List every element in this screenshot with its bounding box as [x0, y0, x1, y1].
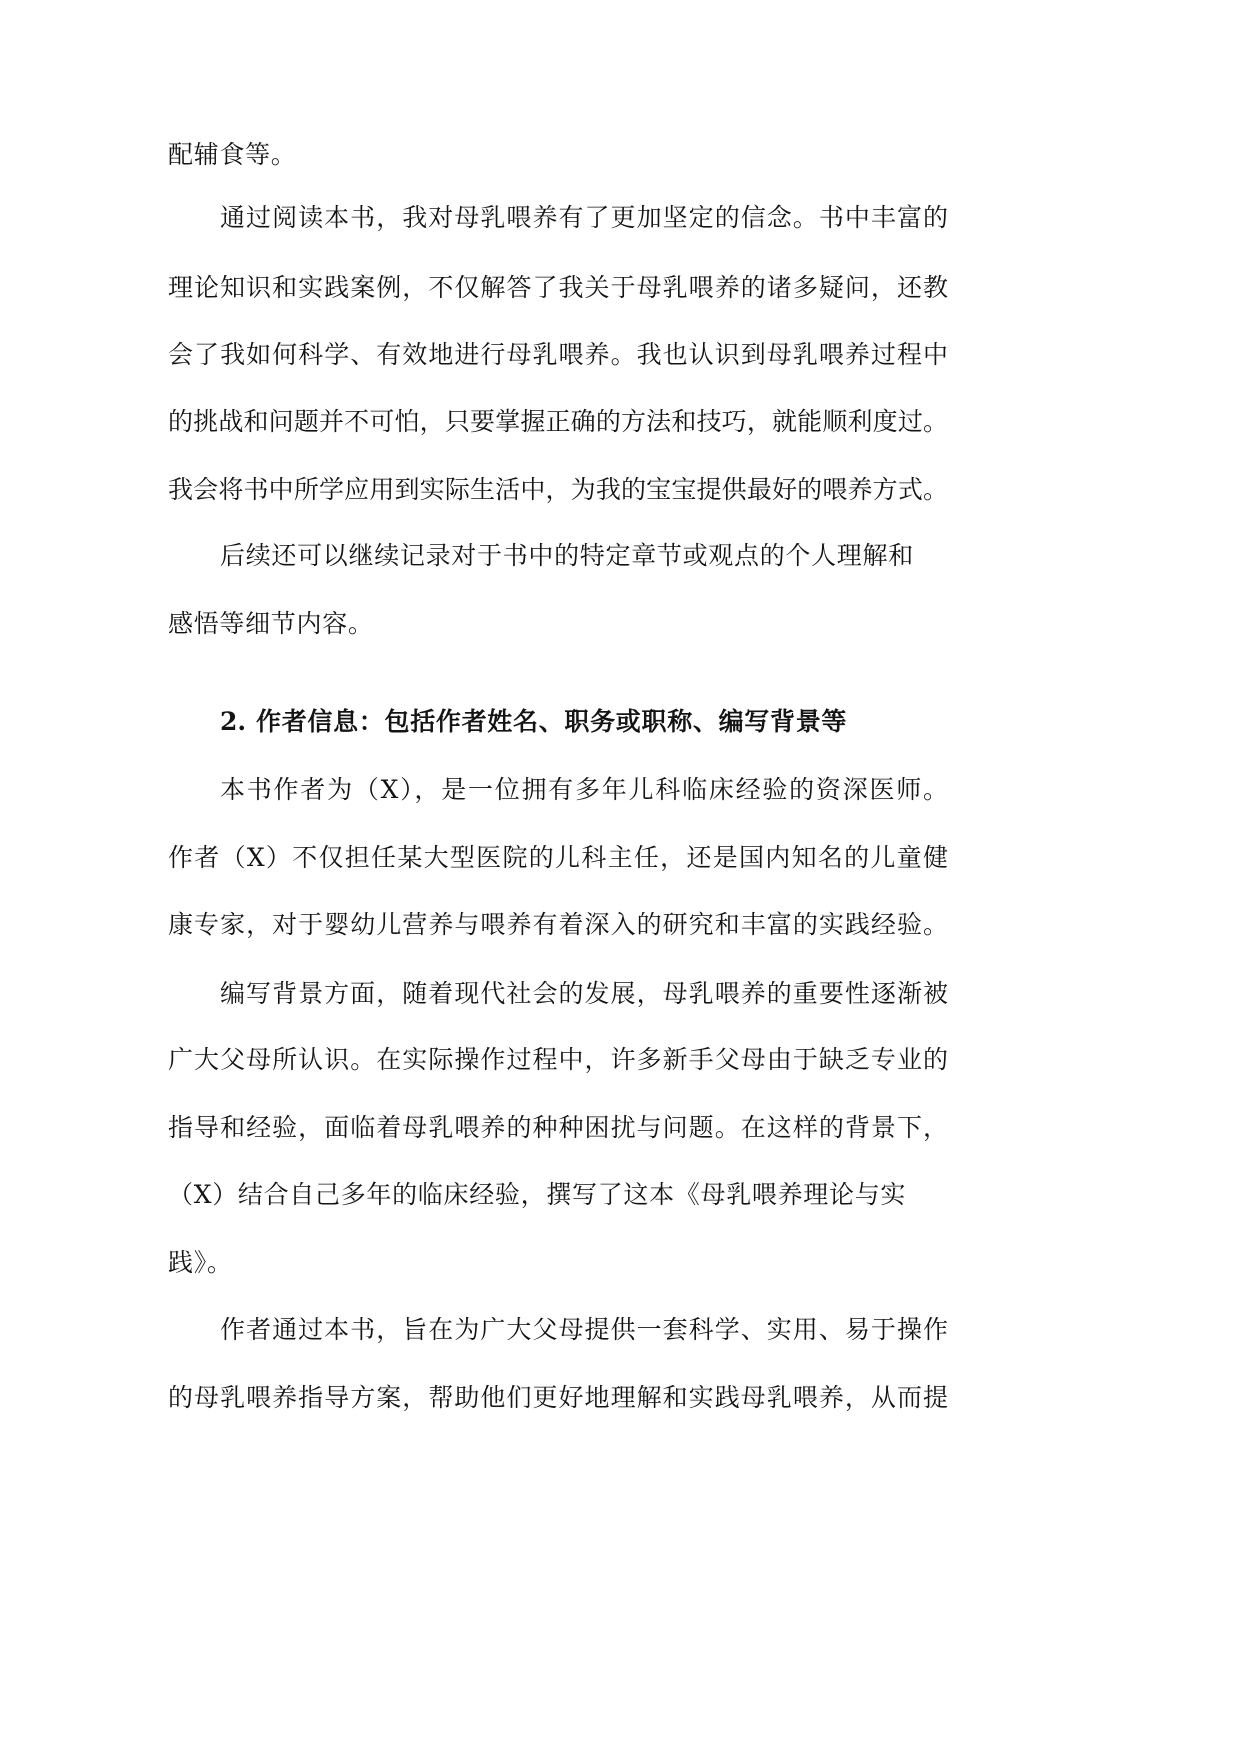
section-number: 2.	[220, 707, 247, 736]
text-line: 践》。	[168, 1248, 233, 1277]
text-line: 本书作者为（X），是一位拥有多年儿科临床经验的资深医师。	[220, 775, 948, 804]
text-line: 感悟等细节内容。	[168, 609, 374, 638]
text-line: 康专家，对于婴幼儿营养与喂养有着深入的研究和丰富的实践经验。	[168, 910, 948, 939]
text-line: 理论知识和实践案例，不仅解答了我关于母乳喂养的诸多疑问，还教	[168, 273, 948, 302]
section-title: 作者信息：包括作者姓名、职务或职称、编写背景等	[256, 707, 848, 736]
section-heading	[220, 707, 948, 737]
text-line: 的挑战和问题并不可怕，只要掌握正确的方法和技巧，就能顺利度过。	[168, 407, 948, 436]
text-line: 作者（X）不仅担任某大型医院的儿科主任，还是国内知名的儿童健	[168, 843, 948, 872]
text-line: 配辅食等。	[168, 140, 297, 169]
text-line: 通过阅读本书，我对母乳喂养有了更加坚定的信念。书中丰富的	[220, 203, 948, 232]
text-line: （X）结合自己多年的临床经验，撰写了这本《母乳喂养理论与实	[168, 1180, 907, 1209]
text-line: 会了我如何科学、有效地进行母乳喂养。我也认识到母乳喂养过程中	[168, 340, 948, 369]
text-line: 广大父母所认识。在实际操作过程中，许多新手父母由于缺乏专业的	[168, 1045, 948, 1074]
text-line: 指导和经验，面临着母乳喂养的种种困扰与问题。在这样的背景下，	[168, 1113, 948, 1142]
text-line: 后续还可以继续记录对于书中的特定章节或观点的个人理解和	[220, 541, 914, 570]
text-line: 我会将书中所学应用到实际生活中，为我的宝宝提供最好的喂养方式。	[168, 475, 948, 504]
text-line: 作者通过本书，旨在为广大父母提供一套科学、实用、易于操作	[220, 1315, 948, 1344]
text-line: 编写背景方面，随着现代社会的发展，母乳喂养的重要性逐渐被	[220, 979, 948, 1008]
text-line: 的母乳喂养指导方案，帮助他们更好地理解和实践母乳喂养，从而提	[168, 1383, 948, 1412]
